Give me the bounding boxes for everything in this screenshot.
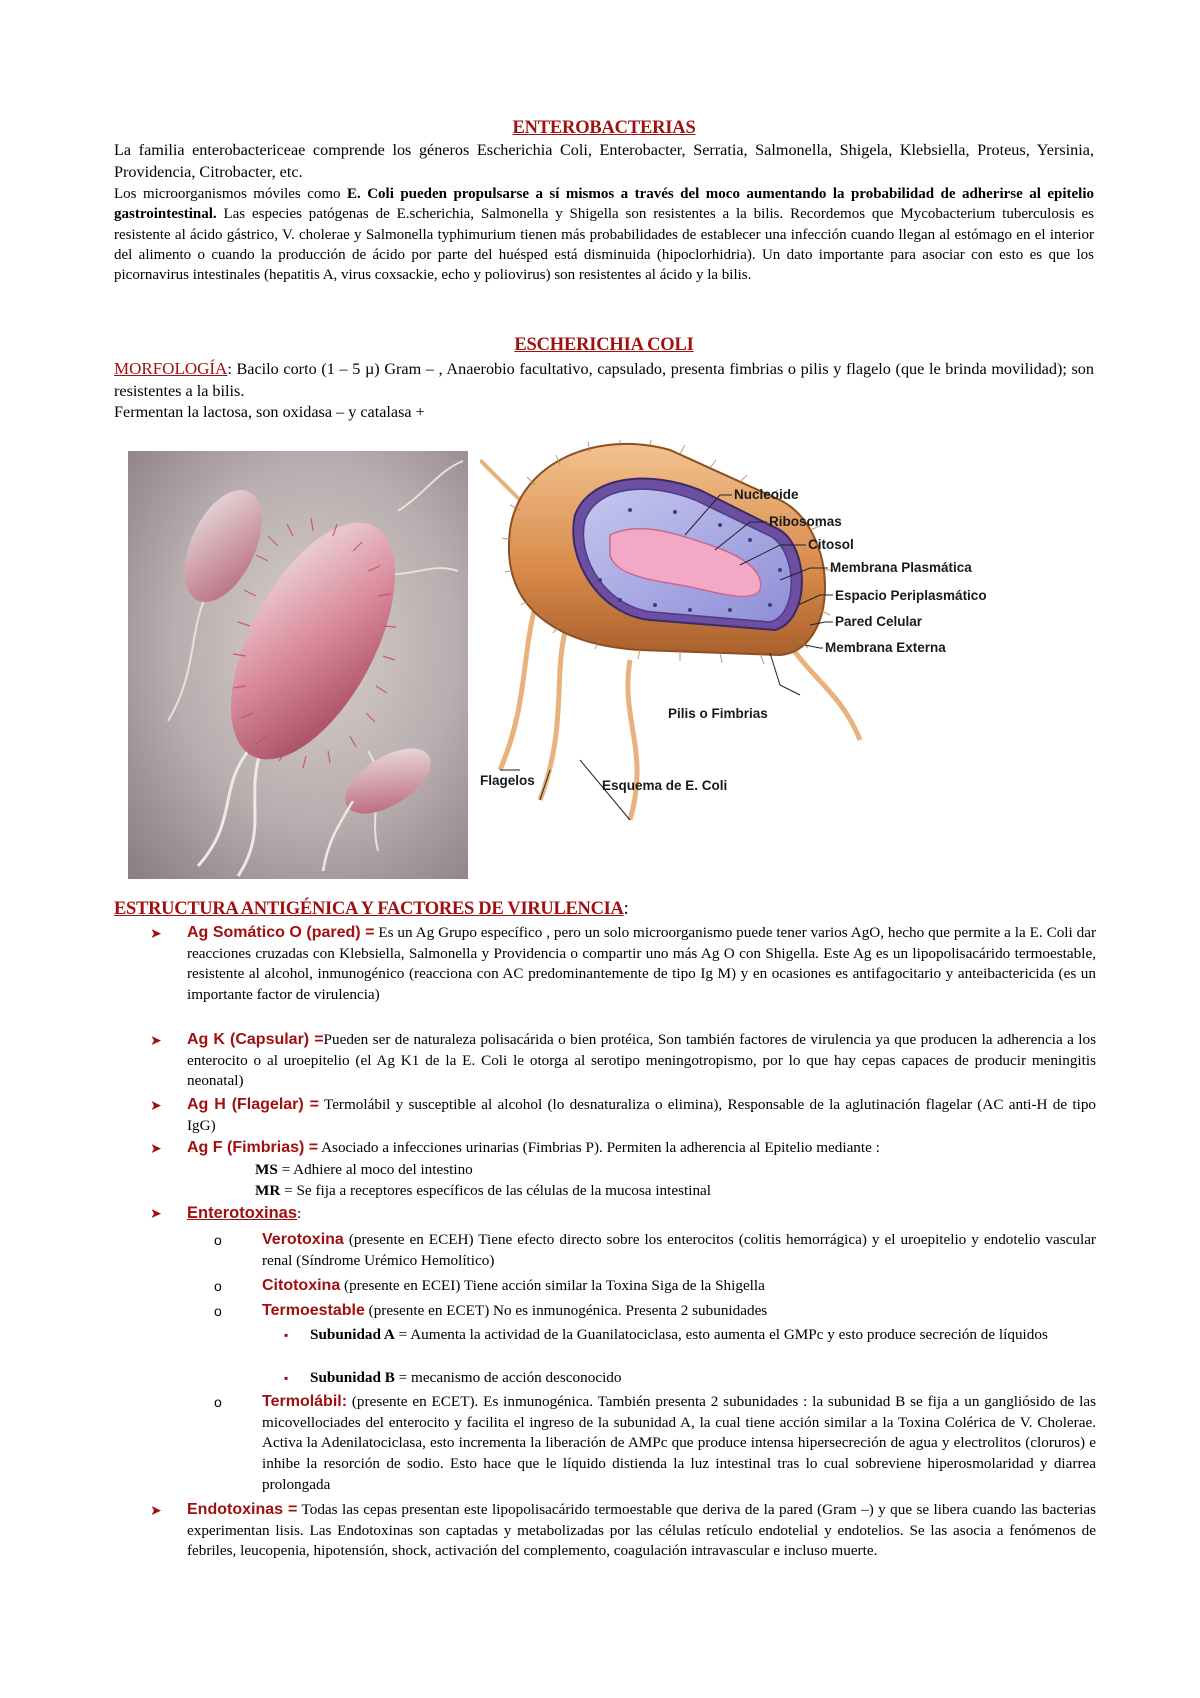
label-pilis-fimbrias: Pilis o Fimbrias xyxy=(668,706,768,721)
ms-line: MS = Adhiere al moco del intestino xyxy=(255,1161,473,1178)
section-title-virulencia: ESTRUCTURA ANTIGÉNICA Y FACTORES DE VIRULENCIA xyxy=(114,899,624,919)
arrow-bullet-icon: ➤ xyxy=(150,1098,162,1114)
square-bullet-icon: ▪ xyxy=(284,1371,289,1385)
subitem-termolabil: o Termolábil: (presente en ECET). Es inmunogénica. También presenta 2 subunidades : la subunidad B se fija a un gangliósido de las micovellociades del enterocito y facilita el ingreso de la subunidad A, la cual tiene acción similar a la Toxina Colérica de V. Cholerae. Activa la Adenilatociclasa, esto incrementa la liberación de AMPc que produce intensa hipersecreción de agua y electrolitos (cloruros) e inhibe la resorción de sodio. Esto hace que le líquido distienda la luz intestinal tras lo cual sobreviene hiperosmolaridad y diarrea prolongada xyxy=(214,1393,1096,1493)
arrow-bullet-icon: ➤ xyxy=(150,1033,162,1049)
paragraph-mobility-bold: E. Coli pueden propulsarse a sí mismos a través del moco aumentando la probabilidad de adherirse al epitelio gastrointestinal. xyxy=(114,186,1095,223)
section-title-virulencia-wrap: ESTRUCTURA ANTIGÉNICA Y FACTORES DE VIRULENCIA: xyxy=(114,899,629,919)
label-flagelos: Flagelos xyxy=(480,773,535,788)
paragraph-family xyxy=(114,140,1094,183)
label-ribosomas: Ribosomas xyxy=(769,514,842,529)
section-title-escherichia-coli: ESCHERICHIA COLI xyxy=(514,335,694,355)
label-citosol: Citosol xyxy=(808,537,854,552)
arrow-bullet-icon: ➤ xyxy=(150,926,162,942)
circle-bullet-icon: o xyxy=(214,1278,222,1294)
arrow-bullet-icon: ➤ xyxy=(150,1141,162,1157)
arrow-bullet-icon: ➤ xyxy=(150,1503,162,1519)
subitem-verotoxina: o Verotoxina (presente en ECEH) Tiene efecto directo sobre los enterocitos (colitis hemorrágica) y el uroepitelio y endotelio vascular renal (Síndrome Urémico Hemolítico) xyxy=(214,1231,1096,1269)
circle-bullet-icon: o xyxy=(214,1394,222,1410)
label-espacio-periplasmatico: Espacio Periplasmático xyxy=(835,588,987,603)
subitem-citotoxina: o Citotoxina (presente en ECEI) Tiene acción similar la Toxina Siga de la Shigella xyxy=(214,1276,1096,1297)
label-pared-celular: Pared Celular xyxy=(835,614,923,629)
label-membrana-plasmatica: Membrana Plasmática xyxy=(830,560,972,575)
morphology-text: : Bacilo corto (1 – 5 µ) Gram – , Anaerobio facultativo, capsulado, presenta fimbrias o pilis y flagelo (que le brinda movilidad); son resistentes a la bilis. xyxy=(114,360,1094,400)
square-bullet-icon: ▪ xyxy=(284,1328,289,1342)
mr-line: MR = Se fija a receptores específicos de las células de la mucosa intestinal xyxy=(255,1182,712,1199)
ecoli-schematic-diagram xyxy=(480,440,1100,880)
ecoli-3d-illustration xyxy=(128,451,468,879)
arrow-bullet-icon: ➤ xyxy=(150,1206,162,1222)
morphology-label: MORFOLOGÍA xyxy=(114,359,228,378)
subitem-subunidad-a: ▪ Subunidad A = Aumenta la actividad de la Guanilatociclasa, esto aumenta el GMPc y esto produce secreción de líquidos xyxy=(310,1325,1096,1346)
bullet-ag-k: ➤ Ag K (Capsular) =Pueden ser de naturaleza polisacárida o bien protéica, Son también factores de virulencia ya que producen la adherencia a los enterocito o al uroepitelio (el Ag K1 de la E. Coli le otorga al serotipo meningotropismo, por lo que hay cepas capaces de producir meningitis neonatal) xyxy=(150,1031,1097,1090)
bullet-endotoxinas: ➤ Endotoxinas = Todas las cepas presentan este lipopolisacárido termoestable que deriva de la pared (Gram –) y que se libera cuando las bacterias experimentan lisis. Las Endotoxinas son captadas y metabolizadas por las células retículo endotelial y endotelios. Se las asocia a fenómenos de febriles, leucopenia, hipotensión, shock, activación del complemento, coagulación intravascular e incluso muerte. xyxy=(150,1501,1097,1560)
paragraph-family-text: La familia enterobactericeae comprende los géneros Escherichia Coli, Enterobacter, Serratia, Salmonella, Shigela, Klebsiella, Proteus, Yersinia, Providencia, Citrobacter, etc. xyxy=(114,141,1094,181)
bullet-ag-h: ➤ Ag H (Flagelar) = Termolábil y susceptible al alcohol (lo desnaturaliza o elimina), Responsable de la aglutinación flagelar (AC anti-H de tipo IgG) xyxy=(150,1096,1097,1134)
subitem-termoestable: o Termoestable (presente en ECET) No es inmunogénica. Presenta 2 subunidades xyxy=(214,1301,1096,1322)
bullet-ag-f: ➤ Ag F (Fimbrias) = Asociado a infecciones urinarias (Fimbrias P). Permiten la adherencia al Epitelio mediante : xyxy=(150,1138,1096,1159)
label-membrana-externa: Membrana Externa xyxy=(825,640,946,655)
label-nucleoide: Nucleoide xyxy=(734,487,799,502)
circle-bullet-icon: o xyxy=(214,1232,222,1248)
circle-bullet-icon: o xyxy=(214,1303,222,1319)
paragraph-mobility-rest: Las especies patógenas de E.scherichia, Salmonella y Shigella son resistentes a la bilis. Recordemos que Mycobacterium tuberculosis es resistente al ácido gástrico, V. cholerae y Salmonella typhimurium tienen más probabilidades de establecer una infección cuando llegan al estómago en el interior del alimento o cuando la producción de ácido por parte del huésped está disminuida (hipoclorhidria). Un dato importante para asociar con esto es que los picornavirus intestinales (hepatitis A, virus coxsackie, echo y poliovirus) son resistentes al ácido y la bilis. xyxy=(114,206,1094,284)
bullet-enterotoxinas: ➤ Enterotoxinas: xyxy=(150,1203,1096,1225)
paragraph-morphology xyxy=(114,358,1094,424)
section-title-enterobacterias: ENTEROBACTERIAS xyxy=(512,118,696,138)
paragraph-mobility-start: Los microorganismos móviles como xyxy=(114,186,347,202)
bullet-ag-somatico-o: ➤ Ag Somático O (pared) = Es un Ag Grupo específico , pero un solo microorganismo puede tener varios AgO, hecho que permite a la E. Coli dar reacciones cruzadas con Klebsiella, Salmonella y Providencia o compartir uno más Ag O con Shigella. Este Ag es un lipopolisacárido termoestable, resistente al alcohol, inmunogénico (reacciona con AC predominantemente de tipo Ig M) y en ocasiones es antifagocitario y anteibactericida (es un importante factor de virulencia) xyxy=(150,924,1096,1004)
paragraph-mobility xyxy=(114,184,1094,285)
subitem-subunidad-b: ▪ Subunidad B = mecanismo de acción desconocido xyxy=(310,1368,1096,1389)
fermentation-line: Fermentan la lactosa, son oxidasa – y catalasa + xyxy=(114,403,425,421)
label-esquema: Esquema de E. Coli xyxy=(602,778,728,793)
